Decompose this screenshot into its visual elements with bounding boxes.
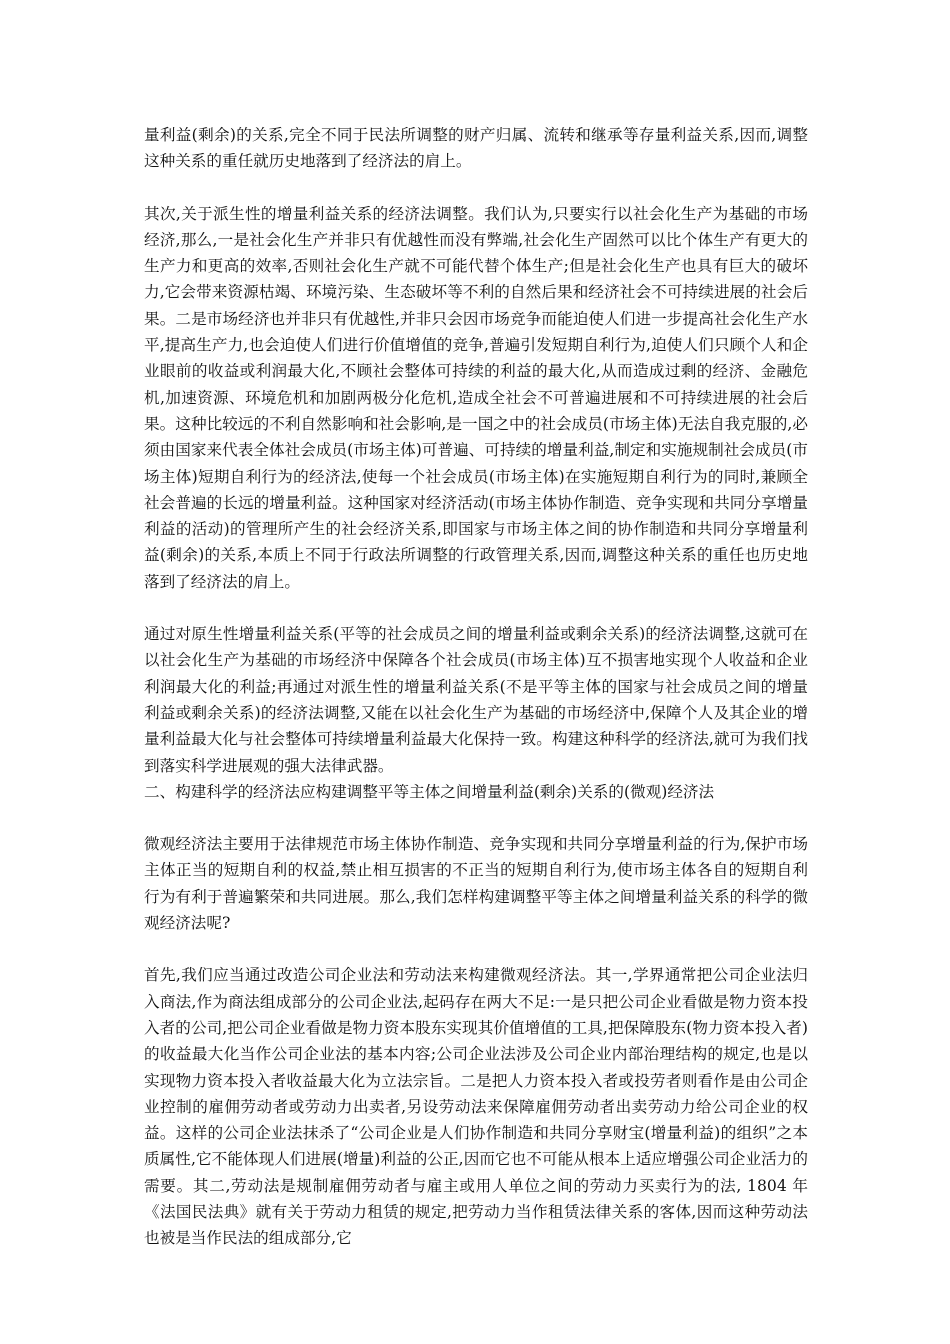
paragraph-gap (144, 595, 808, 621)
paragraph-gap (144, 805, 808, 831)
paragraph-3: 通过对原生性增量利益关系(平等的社会成员之间的增量利益或剩余关系)的经济法调整,这就可在以社会化生产为基础的市场经济中保障各个社会成员(市场主体)互不损害地实现个人收益和企业利润最大化的利益;再通过对派生性的增量利益关系(不是平等主体的国家与社会成员之间的增量利益或剩余关系)的经济法调整,又能在以社会化生产为基础的市场经济中,保障个人及其企业的增量利益最大化与社会整体可持续增量利益最大化保持一致。构建这种科学的经济法,就可为我们找到落实科学进展观的强大法律武器。 (144, 625, 808, 775)
document-body (144, 122, 808, 1252)
paragraph-gap (144, 175, 808, 201)
paragraph-5: 首先,我们应当通过改造公司企业法和劳动法来构建微观经济法。其一,学界通常把公司企业法归入商法,作为商法组成部分的公司企业法,起码存在两大不足:一是只把公司企业看做是物力资本投入者的公司,把公司企业看做是物力资本股东实现其价值增值的工具,把保障股东(物力资本投入者)的收益最大化当作公司企业法的基本内容;公司企业法涉及公司企业内部治理结构的规定,也是以实现物力资本投入者收益最大化为立法宗旨。二是把人力资本投入者或投劳者则看作是由公司企业控制的雇佣劳动者或劳动力出卖者,另设劳动法来保障雇佣劳动者出卖劳动力给公司企业的权益。这样的公司企业法抹杀了“公司企业是人们协作制造和共同分享财宝(增量利益)的组织”之本质属性,它不能体现人们进展(增量)利益的公正,因而它也不可能从根本上适应增强公司企业活力的需要。其二,劳动法是规制雇佣劳动者与雇主或用人单位之间的劳动力买卖行为的法, 1804 年《法国民法典》就有关于劳动力租赁的规定,把劳动力当作租赁法律关系的客体,因而这种劳动法也被是当作民法的组成部分,它 (144, 966, 808, 1248)
section-heading: 二、构建科学的经济法应构建调整平等主体之间增量利益(剩余)关系的(微观)经济法 (144, 782, 715, 801)
paragraph-2: 其次,关于派生性的增量利益关系的经济法调整。我们认为,只要实行以社会化生产为基础的市场经济,那么,一是社会化生产并非只有优越性而没有弊端,社会化生产固然可以比个体生产有更大的生产力和更高的效率,否则社会化生产就不可能代替个体生产;但是社会化生产也具有巨大的破坏力,它会带来资源枯竭、环境污染、生态破坏等不利的自然后果和经济社会不可持续进展的社会后果。二是市场经济也并非只有优越性,并非只会因市场竞争而能迫使人们进一步提高社会化生产水平,提高生产力,也会迫使人们进行价值增值的竞争,普遍引发短期自利行为,迫使人们只顾个人和企业眼前的收益或利润最大化,不顾社会整体可持续的利益的最大化,从而造成过剩的经济、金融危机,加速资源、环境危机和加剧两极分化危机,造成全社会不可普遍进展和不可持续进展的社会后果。这种比较远的不利自然影响和社会影响,是一国之中的社会成员(市场主体)无法自我克服的,必须由国家来代表全体社会成员(市场主体)可普遍、可持续的增量利益,制定和实施规制社会成员(市场主体)短期自利行为的经济法,使每一个社会成员(市场主体)在实施短期自利行为的同时,兼顾全社会普遍的长远的增量利益。这种国家对经济活动(市场主体协作制造、竞争实现和共同分享增量利益的活动)的管理所产生的社会经济关系,即国家与市场主体之间的协作制造和共同分享增量利益(剩余)的关系,本质上不同于行政法所调整的行政管理关系,因而,调整这种关系的重任也历史地落到了经济法的肩上。 (144, 204, 808, 591)
paragraph-4: 微观经济法主要用于法律规范市场主体协作制造、竞争实现和共同分享增量利益的行为,保护市场主体正当的短期自利的权益,禁止相互损害的不正当的短期自利行为,使市场主体各自的短期自利行为有利于普遍繁荣和共同进展。那么,我们怎样构建调整平等主体之间增量利益关系的科学的微观经济法呢? (144, 835, 808, 933)
paragraph-gap (144, 936, 808, 962)
paragraph-1: 量利益(剩余)的关系,完全不同于民法所调整的财产归属、流转和继承等存量利益关系,因而,调整这种关系的重任就历史地落到了经济法的肩上。 (144, 126, 808, 171)
